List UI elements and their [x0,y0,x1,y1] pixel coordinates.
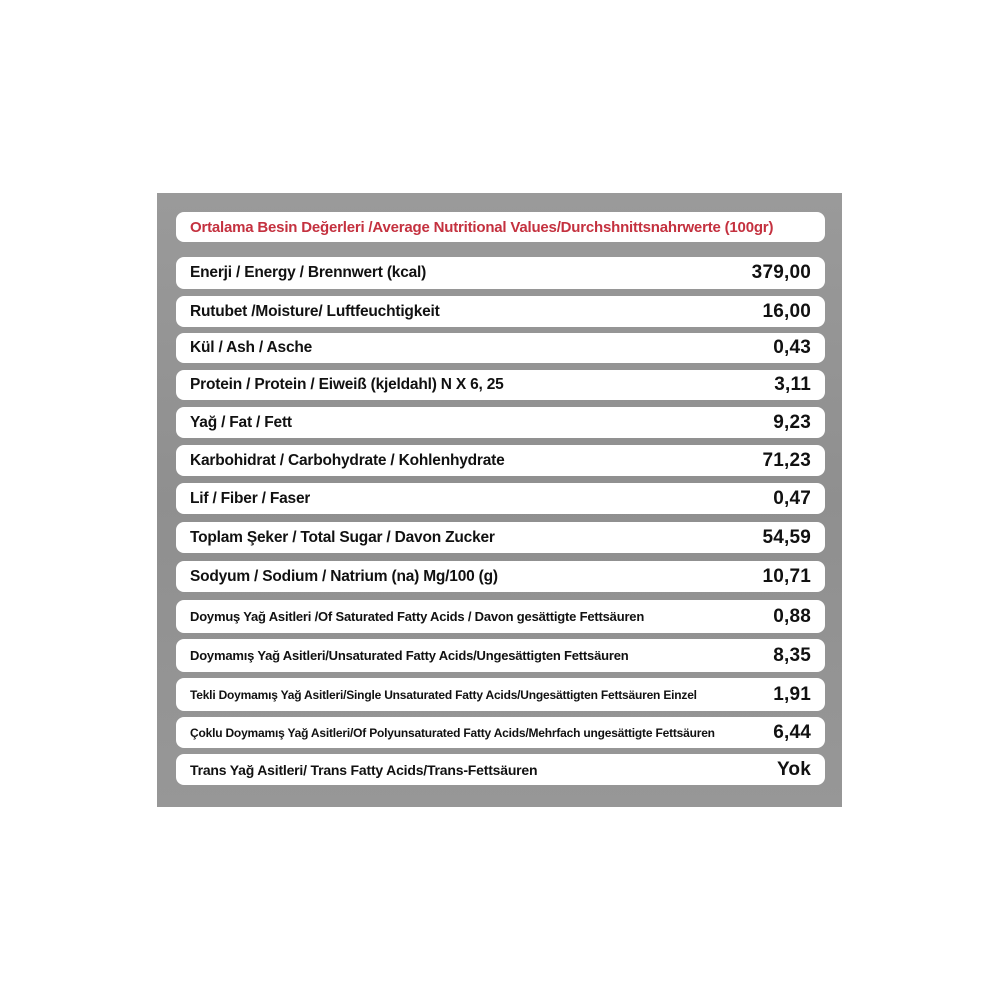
row-value: 54,59 [762,526,811,548]
row-value: Yok [776,758,811,780]
row-unsaturated-fatty-acids [176,639,825,672]
row-label: Doymamış Yağ Asitleri/Unsaturated Fatty Acids/Ungesättigten Fettsäuren [190,648,629,663]
row-label: Yağ / Fat / Fett [190,413,292,431]
row-label: Lif / Fiber / Faser [190,489,311,507]
row-value: 6,44 [773,721,811,743]
row-trans-fatty-acids [176,754,825,785]
row-value: 8,35 [773,644,811,666]
row-fiber [176,483,825,514]
row-label: Doymuş Yağ Asitleri /Of Saturated Fatty Acids / Davon gesättigte Fettsäuren [190,609,645,624]
row-value: 10,71 [762,565,811,587]
row-value: 9,23 [773,411,811,433]
row-label: Tekli Doymamış Yağ Asitleri/Single Unsaturated Fatty Acids/Ungesättigten Fettsäuren Einzel [190,687,697,702]
row-moisture [176,296,825,327]
row-value: 16,00 [762,300,811,322]
row-label: Protein / Protein / Eiweiß (kjeldahl) N X 6, 25 [190,376,504,393]
table-header [176,212,825,242]
row-value: 1,91 [773,683,811,705]
row-label: Kül / Ash / Asche [190,339,313,356]
nutrition-panel [157,193,842,807]
row-label: Sodyum / Sodium / Natrium (na) Mg/100 (g) [190,567,498,585]
row-value: 379,00 [751,262,811,283]
row-sodium [176,561,825,592]
row-label: Rutubet /Moisture/ Luftfeuchtigkeit [190,302,440,320]
table-header-label: Ortalama Besin Değerleri /Average Nutritional Values/Durchshnittsnahrwerte (100gr) [190,218,774,236]
row-label: Karbohidrat / Carbohydrate / Kohlenhydrate [190,451,505,469]
row-label: Toplam Şeker / Total Sugar / Davon Zucker [190,528,495,546]
row-value: 71,23 [762,449,811,471]
row-energy [176,257,825,289]
row-value: 0,88 [773,605,811,627]
row-polyunsaturated-fatty-acids [176,717,825,748]
row-label: Enerji / Energy / Brennwert (kcal) [190,264,427,281]
row-total-sugar [176,522,825,553]
row-single-unsaturated-fatty-acids [176,678,825,711]
row-saturated-fatty-acids [176,600,825,633]
row-label: Trans Yağ Asitleri/ Trans Fatty Acids/Trans-Fettsäuren [190,761,538,778]
row-protein [176,370,825,400]
row-carbohydrate [176,445,825,476]
row-ash [176,333,825,363]
row-value: 0,47 [773,487,811,509]
row-value: 0,43 [773,337,811,358]
row-fat [176,407,825,438]
row-label: Çoklu Doymamış Yağ Asitleri/Of Polyunsaturated Fatty Acids/Mehrfach ungesättigte Fettsäuren [190,725,715,740]
row-value: 3,11 [774,374,811,395]
